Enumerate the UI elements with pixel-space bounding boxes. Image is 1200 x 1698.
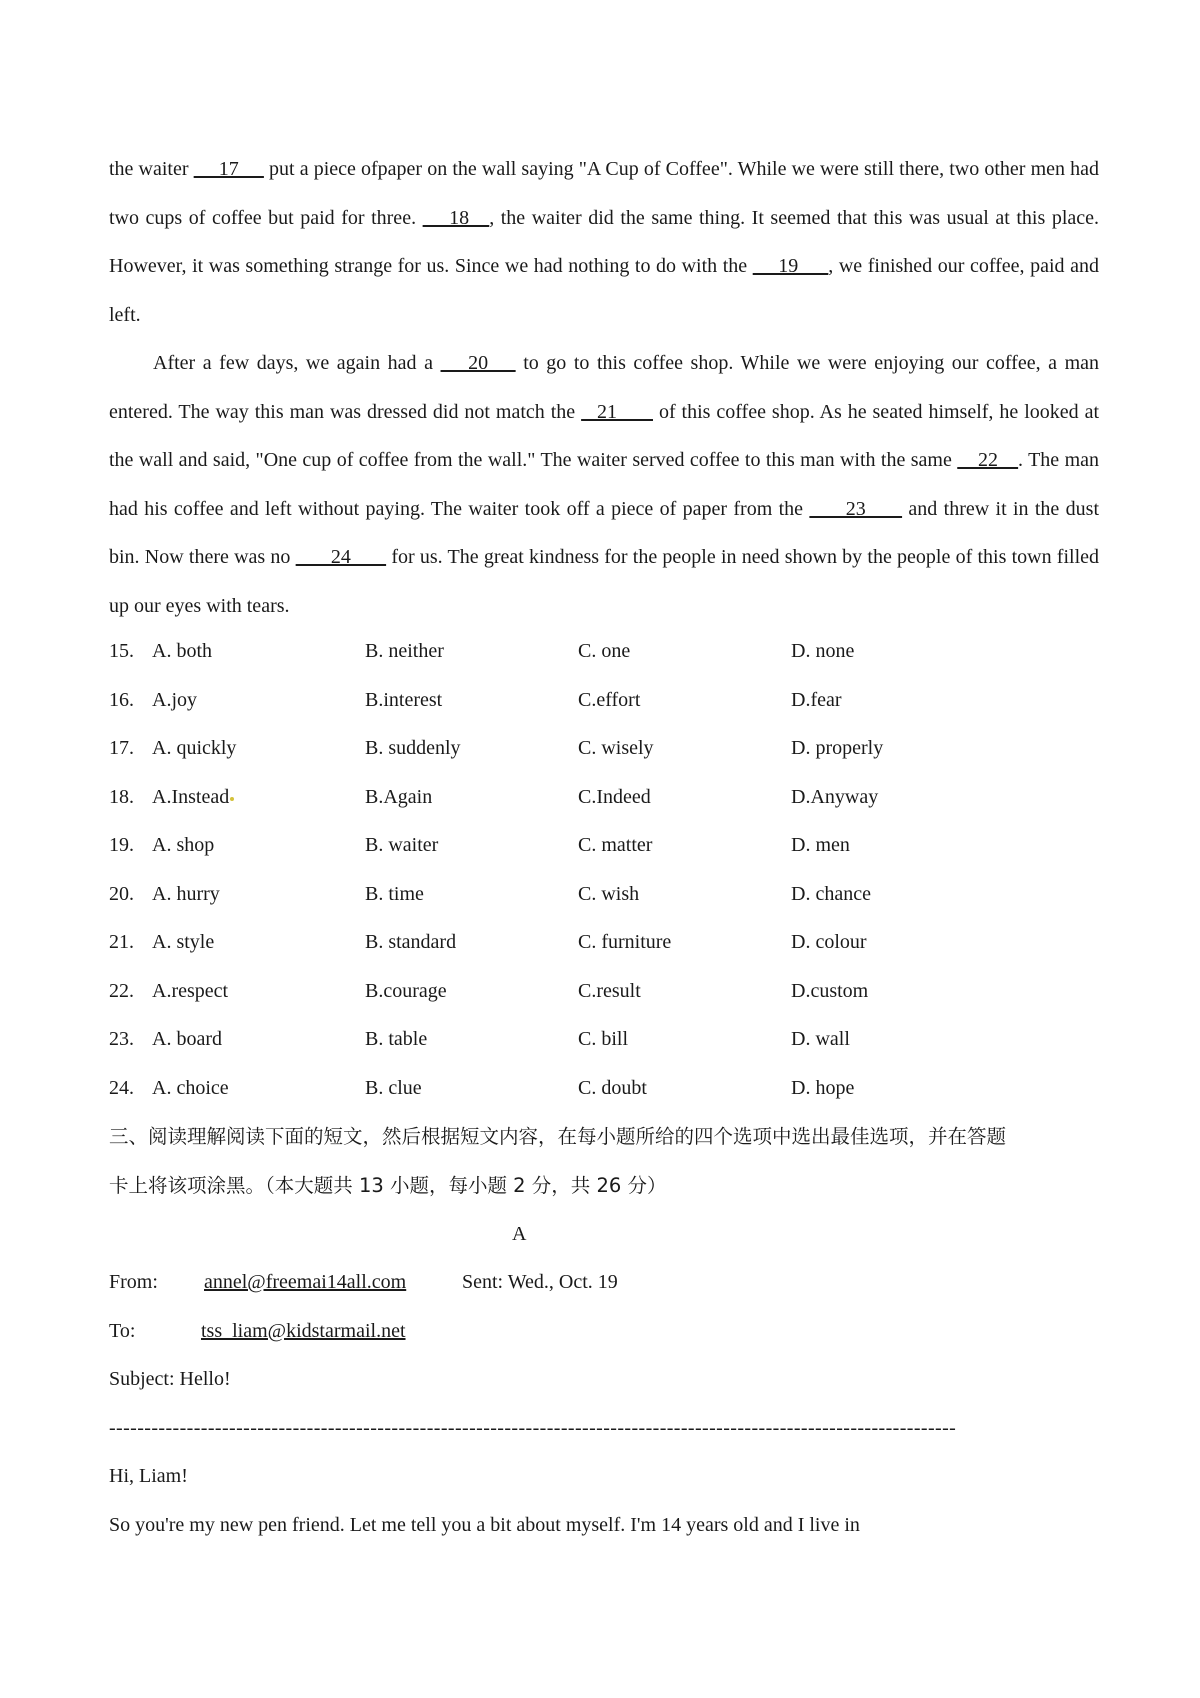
question-number: 24. <box>109 1076 134 1099</box>
question-number: 15. <box>109 640 134 662</box>
body-row <box>109 1501 1099 1550</box>
question-row <box>109 821 1099 870</box>
text: , we finished our coffee, paid and left. <box>109 255 1099 326</box>
option-d[interactable]: D. colour <box>791 931 867 953</box>
question-number: 21. <box>109 931 134 953</box>
option-c[interactable]: C. doubt <box>578 1076 647 1099</box>
option-c[interactable]: C. bill <box>578 1028 629 1050</box>
option-a[interactable]: A. both <box>152 640 212 662</box>
from-email-link[interactable]: annel@freemai14all.com <box>204 1271 407 1293</box>
option-d[interactable]: D.custom <box>791 979 869 1002</box>
question-number: 22. <box>109 979 134 1002</box>
option-c[interactable]: C. matter <box>578 834 653 856</box>
option-b[interactable]: B. suddenly <box>365 737 461 759</box>
option-a[interactable]: A. board <box>152 1028 222 1050</box>
blank-22: _ 22__ <box>957 449 1019 471</box>
question-row <box>109 773 1099 822</box>
greeting: Hi, Liam! <box>109 1465 188 1487</box>
option-a[interactable]: A. style <box>152 931 215 953</box>
paragraph-2 <box>109 339 1099 630</box>
option-d[interactable]: D.Anyway <box>791 785 879 808</box>
to-email-link[interactable]: tss_liam@kidstarmail.net <box>201 1319 406 1342</box>
to-row <box>109 1307 1099 1356</box>
question-number: 16. <box>109 688 134 711</box>
question-row <box>109 918 1099 967</box>
text: and threw it in the dust bin. Now there was no <box>109 497 1099 568</box>
option-d[interactable]: D. none <box>791 640 855 662</box>
to-label: To: <box>109 1319 136 1342</box>
option-d[interactable]: D. chance <box>791 882 871 905</box>
question-row <box>109 870 1099 919</box>
text: . The man had his coffee and left without paying. The waiter took off a piece of paper from the <box>109 449 1100 520</box>
option-a[interactable]: A.respect <box>152 979 229 1002</box>
option-b[interactable]: B. table <box>365 1028 428 1050</box>
text: to go to this coffee shop. While we were enjoying our coffee, a man entered. The way this man was dressed did not match the <box>109 352 1099 423</box>
section-line-1: 三、阅读理解阅读下面的短文，然后根据短文内容，在每小题所给的四个选项中选出最佳选项，并在答题 <box>109 1125 1007 1148</box>
text: the waiter <box>109 158 194 180</box>
option-b[interactable]: B. standard <box>365 931 457 953</box>
option-a[interactable]: A.Instead <box>152 773 234 822</box>
question-row <box>109 1015 1099 1064</box>
option-c[interactable]: C. wisely <box>578 737 654 759</box>
option-c[interactable]: C.result <box>578 979 641 1002</box>
text: for us. The great kindness for the people in need shown by the people of this town filled up our eyes with tears. <box>109 546 1100 617</box>
highlight-mark <box>230 797 234 801</box>
paragraph-1 <box>109 145 1099 339</box>
option-b[interactable]: B. time <box>365 882 424 905</box>
email-header <box>109 1258 1099 1549</box>
text: put a piece ofpaper on the wall saying "A Cup of Coffee". While we were still there, two other men had two cups of coffee but paid for three. <box>109 158 1100 229</box>
passage-letter: A <box>512 1223 527 1245</box>
option-b[interactable]: B. neither <box>365 640 444 662</box>
option-d[interactable]: D. properly <box>791 737 884 759</box>
question-number: 23. <box>109 1028 134 1050</box>
question-row <box>109 967 1099 1016</box>
separator-line: ------------------------------------------------------------------------------------------------------------------------ <box>109 1416 957 1439</box>
option-d[interactable]: D. hope <box>791 1076 855 1099</box>
option-a[interactable]: A. quickly <box>152 737 237 759</box>
option-d[interactable]: D. wall <box>791 1028 850 1050</box>
option-b[interactable]: B.courage <box>365 979 447 1002</box>
blank-21: _21___ <box>581 400 653 423</box>
blank-19: __19___ <box>752 255 829 277</box>
option-c[interactable]: C.effort <box>578 688 641 711</box>
cloze-passage <box>109 145 1099 630</box>
option-c[interactable]: C. wish <box>578 882 640 905</box>
option-c[interactable]: C.Indeed <box>578 785 651 808</box>
option-a[interactable]: A. shop <box>152 834 215 856</box>
subject-line: Subject: Hello! <box>109 1368 231 1390</box>
separator-row <box>109 1404 1099 1453</box>
option-a[interactable]: A.joy <box>152 688 197 711</box>
question-number: 20. <box>109 882 134 905</box>
text: , the waiter did the same thing. It seemed that this was usual at this place. However, it was something strange for us. Since we had nothing to do with the <box>109 206 1100 277</box>
question-options <box>109 627 1099 1112</box>
question-number: 18. <box>109 785 134 808</box>
blank-23: ___23___ <box>809 497 903 520</box>
question-number: 19. <box>109 834 134 856</box>
blank-17: __17__ <box>193 158 264 180</box>
greeting-row <box>109 1452 1099 1501</box>
subject-row <box>109 1355 1099 1404</box>
question-row <box>109 676 1099 725</box>
email-body: So you're my new pen friend. Let me tell you a bit about myself. I'm 14 years old and I live in <box>109 1513 860 1536</box>
option-a[interactable]: A. choice <box>152 1076 229 1099</box>
option-d[interactable]: D. men <box>791 834 850 856</box>
blank-20: __20__ <box>440 352 516 374</box>
question-row <box>109 1064 1099 1113</box>
option-c[interactable]: C. one <box>578 640 631 662</box>
option-b[interactable]: B. clue <box>365 1076 422 1099</box>
section-line-2: 卡上将该项涂黑。（本大题共 13 小题，每小题 2 分，共 26 分） <box>109 1173 667 1197</box>
text: of this coffee shop. As he seated himself, he looked at the wall and said, "One cup of coffee from the wall." The waiter served coffee to this man with the same <box>109 400 1100 471</box>
option-b[interactable]: B.Again <box>365 785 433 808</box>
blank-24: ___24___ <box>295 546 387 568</box>
from-row <box>109 1258 1099 1307</box>
option-d[interactable]: D.fear <box>791 688 842 711</box>
option-c[interactable]: C. furniture <box>578 931 672 953</box>
question-row <box>109 627 1099 676</box>
question-row <box>109 724 1099 773</box>
sent-date: Sent: Wed., Oct. 19 <box>462 1271 618 1293</box>
from-label: From: <box>109 1271 158 1293</box>
option-b[interactable]: B. waiter <box>365 834 439 856</box>
option-a[interactable]: A. hurry <box>152 882 220 905</box>
section-3-instructions <box>109 1113 1099 1210</box>
option-b[interactable]: B.interest <box>365 688 443 711</box>
question-number: 17. <box>109 737 134 759</box>
text: After a few days, we again had a <box>153 352 441 374</box>
blank-18: __18__ <box>422 206 490 229</box>
